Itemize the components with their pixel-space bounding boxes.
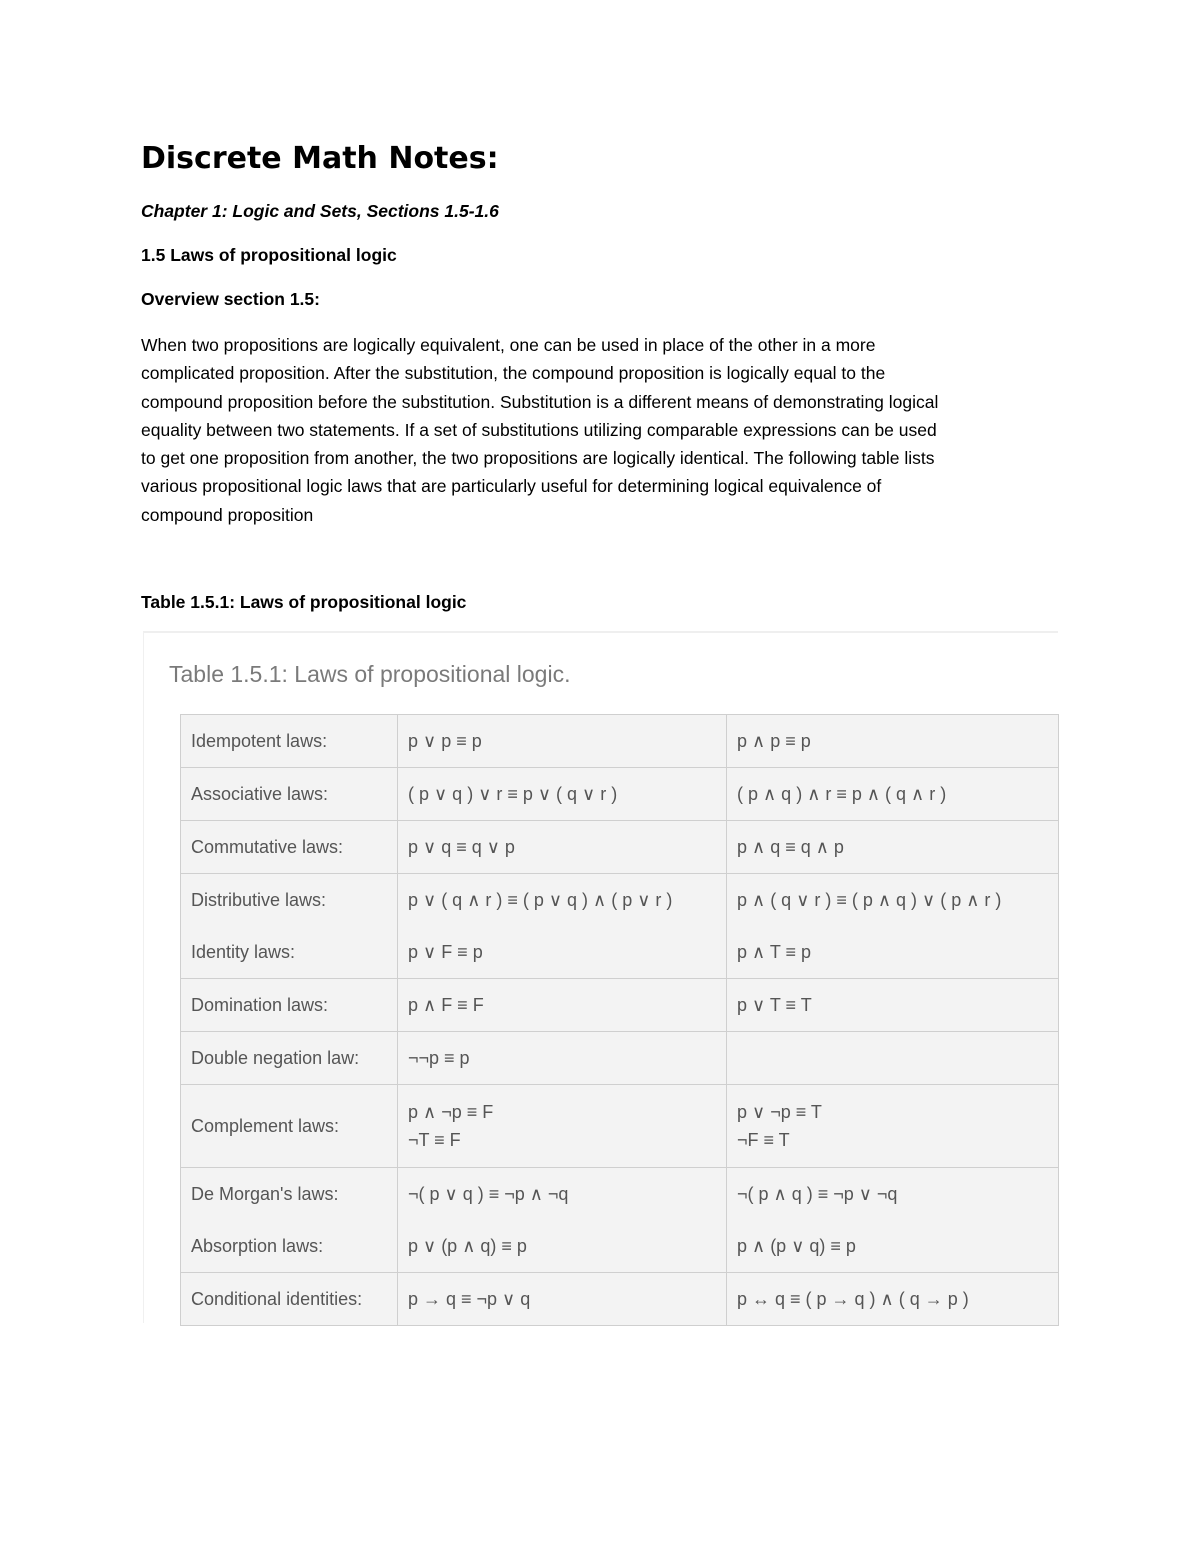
law-form: p ∨ F ≡ p [408, 942, 483, 962]
paragraph-line: complicated proposition. After the substitution, the compound proposition is logically equal to the [141, 363, 886, 384]
law-form-cell [398, 1085, 727, 1168]
law-name-cell: Double negation law: [181, 1032, 398, 1085]
law-form: ¬( p ∨ q ) ≡ ¬p ∧ ¬q [408, 1184, 569, 1204]
law-dual: p ∧ T ≡ p [737, 942, 812, 962]
law-name-cell: Idempotent laws: [181, 715, 398, 768]
law-name: Distributive laws: [191, 890, 327, 910]
law-form: p ∨ ( q ∧ r ) ≡ ( p ∨ q ) ∧ ( p ∨ r ) [408, 890, 673, 910]
law-dual: ¬F ≡ T [737, 1130, 790, 1150]
law-form-cell [398, 1168, 727, 1273]
section-heading: 1.5 Laws of propositional logic [141, 245, 397, 265]
law-dual-cell: ( p ∧ q ) ∧ r ≡ p ∧ ( q ∧ r ) [727, 768, 1059, 821]
document-title: Discrete Math Notes: [141, 141, 499, 176]
law-dual-cell: p ∧ q ≡ q ∧ p [727, 821, 1059, 874]
law-dual-cell: p ↔ q ≡ ( p → q ) ∧ ( q → p ) [727, 1273, 1059, 1326]
paragraph-line: various propositional logic laws that are particularly useful for determining logical equivalence of [141, 476, 882, 497]
law-dual-cell [727, 1168, 1059, 1273]
law-name-cell: Conditional identities: [181, 1273, 398, 1326]
table-row [181, 821, 1059, 874]
law-form-cell: ¬¬p ≡ p [398, 1032, 727, 1085]
law-name: Absorption laws: [191, 1236, 324, 1256]
table-caption: Table 1.5.1: Laws of propositional logic [141, 592, 467, 612]
law-form-cell: p → q ≡ ¬p ∨ q [398, 1273, 727, 1326]
paragraph-line: compound proposition before the substitution. Substitution is a different means of demonstrating logical [141, 391, 939, 412]
law-dual-cell: p ∨ T ≡ T [727, 979, 1059, 1032]
law-name-cell [181, 1168, 398, 1273]
table-row [181, 1273, 1059, 1326]
table-row [181, 1168, 1059, 1273]
law-name-cell: Domination laws: [181, 979, 398, 1032]
law-name-cell: Commutative laws: [181, 821, 398, 874]
table-figure-image [143, 631, 1058, 1323]
law-form: ¬T ≡ F [408, 1130, 461, 1150]
table-row [181, 1085, 1059, 1168]
paragraph-line: compound proposition [141, 504, 314, 525]
law-name: Identity laws: [191, 942, 296, 962]
law-form: p ∧ ¬p ≡ F [408, 1102, 494, 1122]
law-dual-cell: p ∧ p ≡ p [727, 715, 1059, 768]
law-dual-cell [727, 1032, 1059, 1085]
law-name-cell [181, 874, 398, 979]
table-row [181, 715, 1059, 768]
law-dual-cell [727, 874, 1059, 979]
law-form-cell: p ∧ F ≡ F [398, 979, 727, 1032]
law-name-cell: Associative laws: [181, 768, 398, 821]
law-form-cell [398, 874, 727, 979]
laws-table [180, 714, 1059, 1326]
law-form-cell: p ∨ p ≡ p [398, 715, 727, 768]
paragraph-line: equality between two statements. If a set of substitutions utilizing comparable expressions can be used [141, 419, 937, 440]
law-form: p ∨ (p ∧ q) ≡ p [408, 1236, 527, 1256]
law-dual-cell [727, 1085, 1059, 1168]
law-name-cell: Complement laws: [181, 1085, 398, 1168]
law-name: De Morgan's laws: [191, 1184, 339, 1204]
table-row [181, 1032, 1059, 1085]
paragraph-line: to get one proposition from another, the two propositions are logically identical. The following table lists [141, 448, 935, 469]
overview-paragraph [141, 331, 1071, 529]
law-dual: p ∧ ( q ∨ r ) ≡ ( p ∧ q ) ∨ ( p ∧ r ) [737, 890, 1002, 910]
paragraph-line: When two propositions are logically equivalent, one can be used in place of the other in a more [141, 335, 876, 355]
law-form-cell: p ∨ q ≡ q ∨ p [398, 821, 727, 874]
figure-title: Table 1.5.1: Laws of propositional logic. [169, 661, 571, 687]
table-row [181, 979, 1059, 1032]
law-form-cell: ( p ∨ q ) ∨ r ≡ p ∨ ( q ∨ r ) [398, 768, 727, 821]
overview-heading: Overview section 1.5: [141, 289, 320, 309]
law-dual: ¬( p ∧ q ) ≡ ¬p ∨ ¬q [737, 1184, 898, 1204]
table-row [181, 768, 1059, 821]
law-dual: p ∨ ¬p ≡ T [737, 1102, 822, 1122]
law-dual: p ∧ (p ∨ q) ≡ p [737, 1236, 856, 1256]
chapter-heading: Chapter 1: Logic and Sets, Sections 1.5-1.6 [141, 201, 499, 221]
table-row [181, 874, 1059, 979]
